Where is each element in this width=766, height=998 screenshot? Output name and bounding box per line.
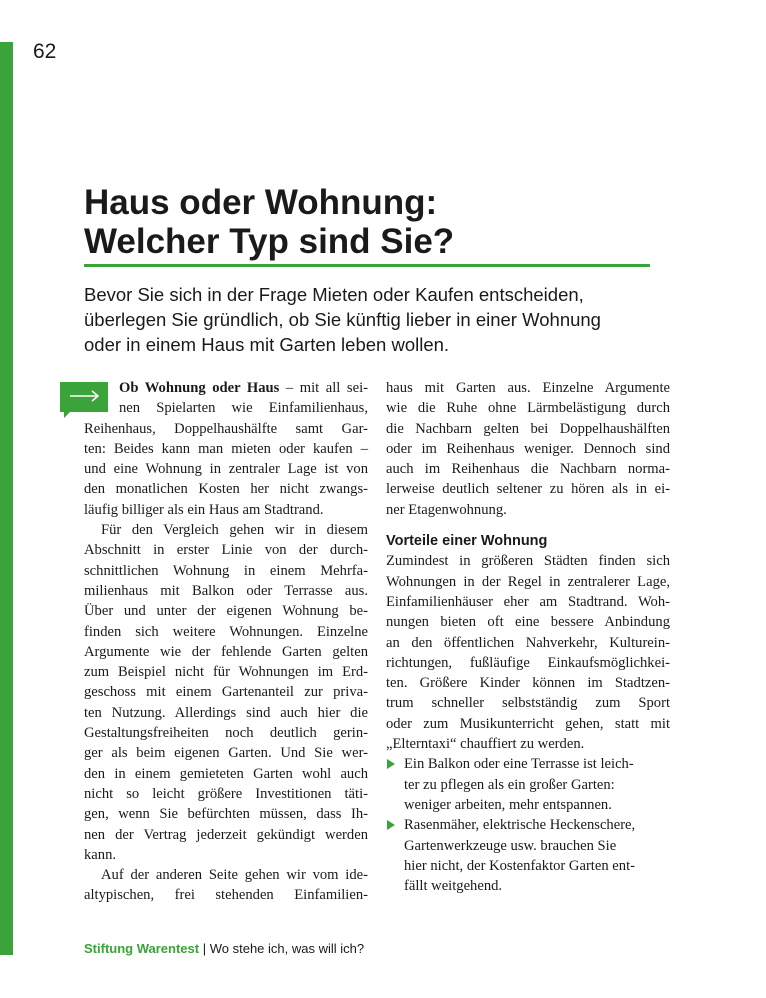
text-line: milienhaus mit Balkon oder Terrasse aus. bbox=[84, 582, 368, 599]
text-line: altypischen, frei stehenden Einfamilien- bbox=[84, 887, 368, 904]
text-line: Zumindest in größeren Städten finden sich bbox=[386, 553, 670, 570]
title-rule bbox=[84, 264, 650, 267]
text-line: „Elterntaxi“ chauffiert zu werden. bbox=[386, 736, 585, 753]
bullet-text: Ein Balkon oder eine Terrasse ist leich- bbox=[404, 756, 634, 773]
intro-paragraph bbox=[84, 282, 664, 357]
text-line: Gestaltungsfreiheiten noch deutlich gerin- bbox=[84, 725, 368, 742]
title-line: Haus oder Wohnung: bbox=[84, 183, 438, 222]
text-line: und eine Wohnung in zentraler Lage ist von bbox=[84, 461, 368, 478]
footer-brand: Stiftung Warentest bbox=[84, 941, 200, 956]
text-line: haus mit Garten aus. Einzelne Argumente bbox=[386, 380, 670, 396]
title-line: Welcher Typ sind Sie? bbox=[84, 222, 455, 261]
triangle-bullet-icon bbox=[387, 820, 395, 830]
text-line: weniger arbeiten, mehr entspannen. bbox=[404, 796, 612, 813]
text-line: läufig billiger als ein Haus am Stadtrand. bbox=[84, 501, 324, 518]
text-line: ten. Größere Kinder können im Stadtzen- bbox=[386, 675, 670, 692]
text-line: kann. bbox=[84, 846, 117, 863]
text-line: an den öffentlichen Nahverkehr, Kulturein- bbox=[386, 634, 670, 651]
bullet-text: Rasenmäher, elektrische Heckenschere, bbox=[404, 817, 636, 834]
text-line: gen, wenn Sie befürchten müssen, dass Ih- bbox=[84, 806, 368, 823]
text-line: richtungen, fußläufige Einkaufsmöglichkei- bbox=[386, 654, 670, 671]
text-line: ner Etagenwohnung. bbox=[386, 501, 507, 518]
text-line: Über und unter der eigenen Wohnung be- bbox=[84, 603, 368, 620]
text-line: oder zum Musikunterricht gehen, statt mit bbox=[386, 715, 670, 732]
text-line: den monatlichen Kosten her nicht zwangs- bbox=[84, 481, 368, 498]
page-number: 62 bbox=[33, 40, 57, 63]
green-side-bar bbox=[0, 42, 13, 955]
text-line: Reihenhaus, Doppelhaushälfte samt Gar- bbox=[84, 420, 368, 437]
lead-in-rest: – mit all sei- bbox=[279, 380, 369, 396]
text-line: oder im Reihenhaus weniger. Dennoch sind bbox=[386, 440, 670, 457]
intro-line: Bevor Sie sich in der Frage Mieten oder Kaufen entscheiden, bbox=[84, 284, 584, 305]
text-line: zum Beispiel nicht für Wohnungen im Erd- bbox=[84, 664, 368, 681]
footer-separator: | bbox=[202, 941, 207, 956]
text-line: nen der Vertrag jederzeit gekündigt werden bbox=[84, 826, 368, 843]
right-column bbox=[386, 378, 670, 896]
lead-in-bold: Ob Wohnung oder Haus bbox=[119, 380, 280, 396]
text-line: trum schneller selbstständig zum Sport bbox=[386, 695, 670, 712]
text-line: Abschnitt in erster Linie von der durch- bbox=[84, 542, 368, 559]
section-subheading: Vorteile einer Wohnung bbox=[386, 533, 548, 550]
text-line: schnittlichen Wohnung in einem Mehrfa- bbox=[84, 562, 368, 579]
text-line: geschoss mit einem Gartenanteil zur priva- bbox=[84, 684, 368, 701]
text-line: Gartenwerkzeuge usw. brauchen Sie bbox=[404, 837, 617, 854]
text-line: Wohnungen in der Regel in zentralerer Lage, bbox=[386, 573, 670, 590]
text-line: ger als beim eigenen Garten. Und Sie wer- bbox=[84, 745, 368, 762]
text-line: lerweise deutlich seltener zu hören als in ei- bbox=[386, 481, 670, 498]
page-title bbox=[84, 183, 454, 261]
left-column bbox=[84, 378, 368, 906]
text-line: ten: Beides kann man mieten oder kaufen – bbox=[84, 440, 368, 457]
page-footer bbox=[84, 941, 364, 956]
intro-line: überlegen Sie gründlich, ob Sie künftig lieber in einer Wohnung bbox=[84, 309, 601, 330]
text-line: nungen bieten oft eine bessere Anbindung bbox=[386, 614, 670, 631]
text-line: auch im Reihenhaus die Nachbarn norma- bbox=[386, 461, 670, 478]
intro-line: oder in einem Haus mit Garten leben wollen. bbox=[84, 334, 450, 355]
text-line: wie die Ruhe ohne Lärmbelästigung durch bbox=[386, 400, 670, 417]
text-line: Argumente wie der fehlende Garten gelten bbox=[84, 643, 368, 660]
text-line bbox=[84, 378, 368, 398]
text-line: nicht so leicht größere Investitionen täti- bbox=[84, 785, 368, 802]
text-line: ten Nutzung. Allerdings sind auch hier die bbox=[84, 704, 368, 721]
text-line: hier nicht, der Kostenfaktor Garten ent- bbox=[404, 857, 635, 874]
text-line: ter zu pflegen als ein großer Garten: bbox=[404, 776, 615, 793]
text-line: Für den Vergleich gehen wir in diesem bbox=[101, 522, 368, 539]
bullet-item bbox=[386, 754, 670, 774]
text-line: nen Spielarten wie Einfamilienhaus, bbox=[119, 400, 368, 417]
text-line: den in einem gemieteten Garten wohl auch bbox=[84, 765, 368, 782]
triangle-bullet-icon bbox=[387, 759, 395, 769]
footer-section: Wo stehe ich, was will ich? bbox=[209, 941, 365, 956]
bullet-item bbox=[386, 815, 670, 835]
text-line: fällt weitgehend. bbox=[404, 878, 503, 895]
text-line: Auf der anderen Seite gehen wir vom ide- bbox=[101, 867, 368, 884]
text-line: finden sich weitere Wohnungen. Einzelne bbox=[84, 623, 368, 640]
text-line: die Nachbarn gelten bei Doppelhaushälften bbox=[386, 420, 670, 437]
text-line: Einfamilienhäuser eher am Stadtrand. Woh- bbox=[386, 593, 670, 610]
